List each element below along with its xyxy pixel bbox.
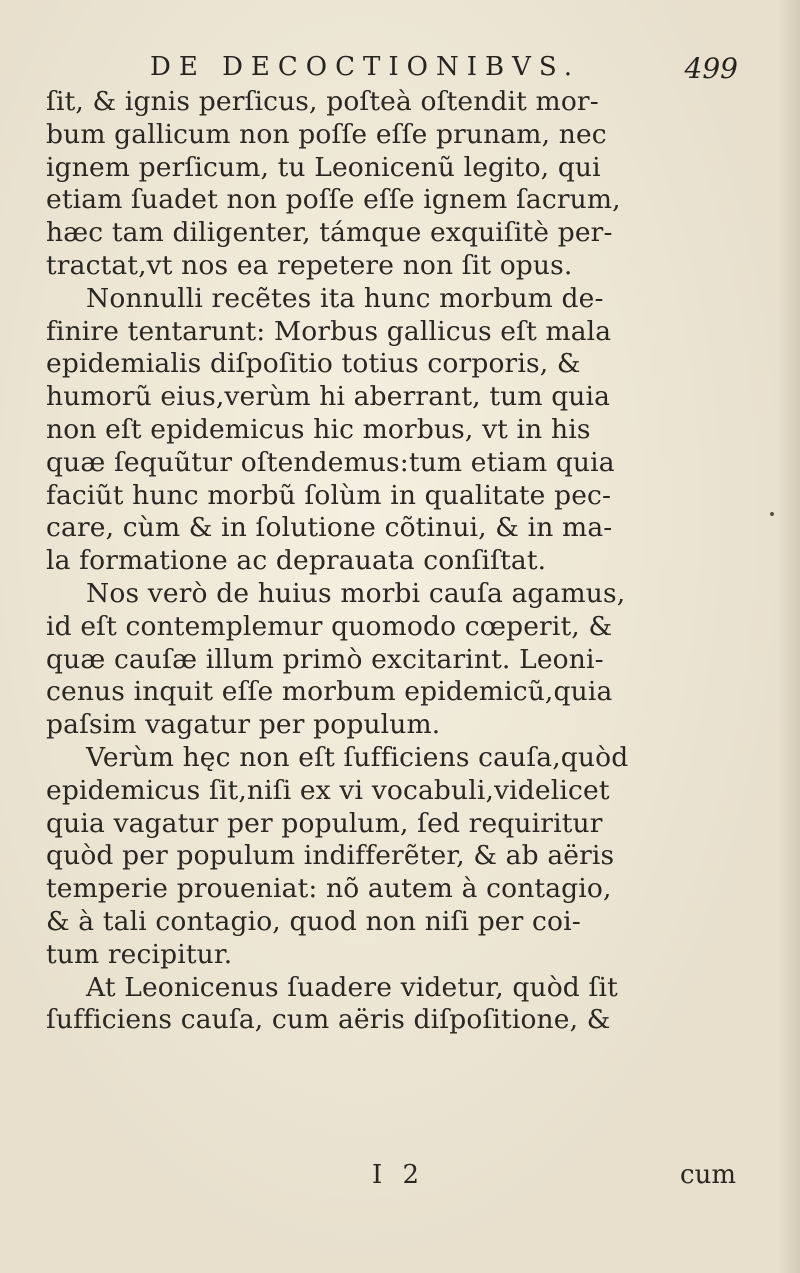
text-line: non eſt epidemicus hic morbus, vt in his [46,413,591,445]
text-line: hæc tam diligenter, támque exquiſitè per- [46,217,613,249]
text-line: tractat,vt nos ea repetere non ſit opus. [46,249,573,281]
paper-spot [770,512,774,516]
page-edge-shadow [776,0,800,1273]
text-line: humorũ eius,verùm hi aberrant, tum quia [46,381,611,413]
text-line: cenus inquit eſſe morbum epidemicũ,quia [46,676,613,708]
signature-mark: I 2 [372,1160,426,1190]
paragraph-start-line: Nos verò de huius morbi cauſa agamus, [86,577,626,609]
text-line: id eſt contemplemur quomodo cœperit, & [46,610,613,642]
paragraph-start-line: Verùm hęc non eſt ſufficiens cauſa,quòd [86,741,629,773]
text-line: quia vagatur per populum, ſed requiritur [46,807,603,839]
catchword: cum [680,1160,736,1190]
text-line: tum recipitur. [46,938,233,970]
text-line: etiam ſuadet non poſſe eſſe ignem ſacrum, [46,184,621,216]
running-head: DE DECOCTIONIBVS. [150,52,580,82]
text-line: ignem perſicum, tu Leonicenũ legito, qui [46,151,601,183]
page-header [48,50,738,90]
text-line: faciũt hunc morbũ ſolùm in qualitate pec- [46,479,612,511]
text-line: la formatione ac deprauata conſiſtat. [46,545,547,577]
text-line: care, cùm & in ſolutione cõtinui, & in ma- [46,512,613,544]
paragraph-start-line: Nonnulli recẽtes ita hunc morbum de- [86,282,604,314]
text-line: & à tali contagio, quod non niſi per coi- [46,905,581,937]
text-line: quæ cauſæ illum primò excitarint. Leoni- [46,643,604,675]
text-line: temperie proueniat: nõ autem à contagio, [46,873,612,905]
page-number: 499 [684,52,738,85]
text-line: epidemicus ſit,niſi ex vi vocabuli,videlicet [46,774,610,806]
page-footer [46,1160,736,1196]
text-line: paſsim vagatur per populum. [46,709,441,741]
text-line: finire tentarunt: Morbus gallicus eſt mala [46,315,612,347]
paragraph-start-line: At Leonicenus ſuadere videtur, quòd ſit [86,971,618,1003]
text-line: ſufficiens cauſa, cum aëris diſpoſitione, & [46,1004,611,1036]
text-line: quòd per populum indifferẽter, & ab aëris [46,840,615,872]
text-line: bum gallicum non poſſe eſſe prunam, nec [46,118,607,150]
body-text [46,86,736,1037]
text-line: ſit, & ignis perſicus, poſteà oſtendit mor- [46,86,599,117]
text-line: quæ ſequũtur oſtendemus:tum etiam quia [46,446,615,478]
text-line: epidemialis diſpoſitio totius corporis, & [46,348,581,380]
